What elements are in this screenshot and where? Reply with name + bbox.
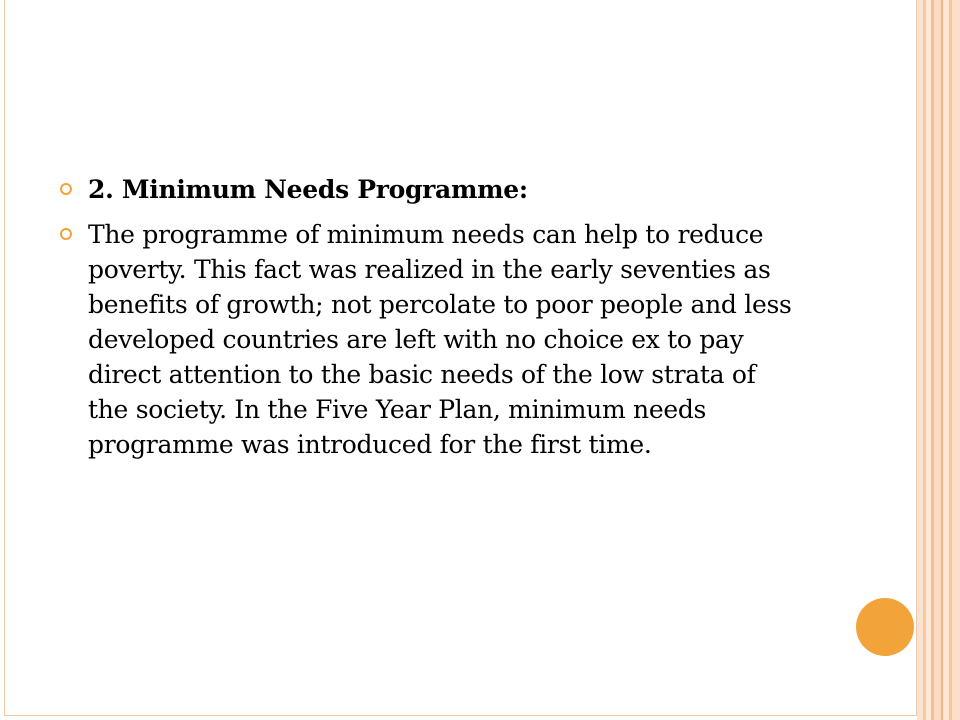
circle-bullet-icon — [60, 228, 72, 240]
bullet-heading — [60, 172, 800, 207]
slide-content — [60, 172, 800, 472]
decorative-stripe — [934, 0, 941, 720]
slide-heading: 2. Minimum Needs Programme: — [88, 175, 528, 204]
circle-bullet-icon — [60, 183, 72, 195]
orange-circle-icon — [856, 598, 914, 656]
bullet-body — [60, 217, 800, 462]
slide-body-text: The programme of minimum needs can help to reduce poverty. This fact was realized in the early seventies as benefits of growth; not percolate to poor people and less developed countries are left with no choice ex to pay direct attention to the basic needs of the low strata of the society. In the Five Year Plan, minimum needs programme was introduced for the first time. — [88, 220, 792, 459]
decorative-stripe — [952, 0, 960, 720]
